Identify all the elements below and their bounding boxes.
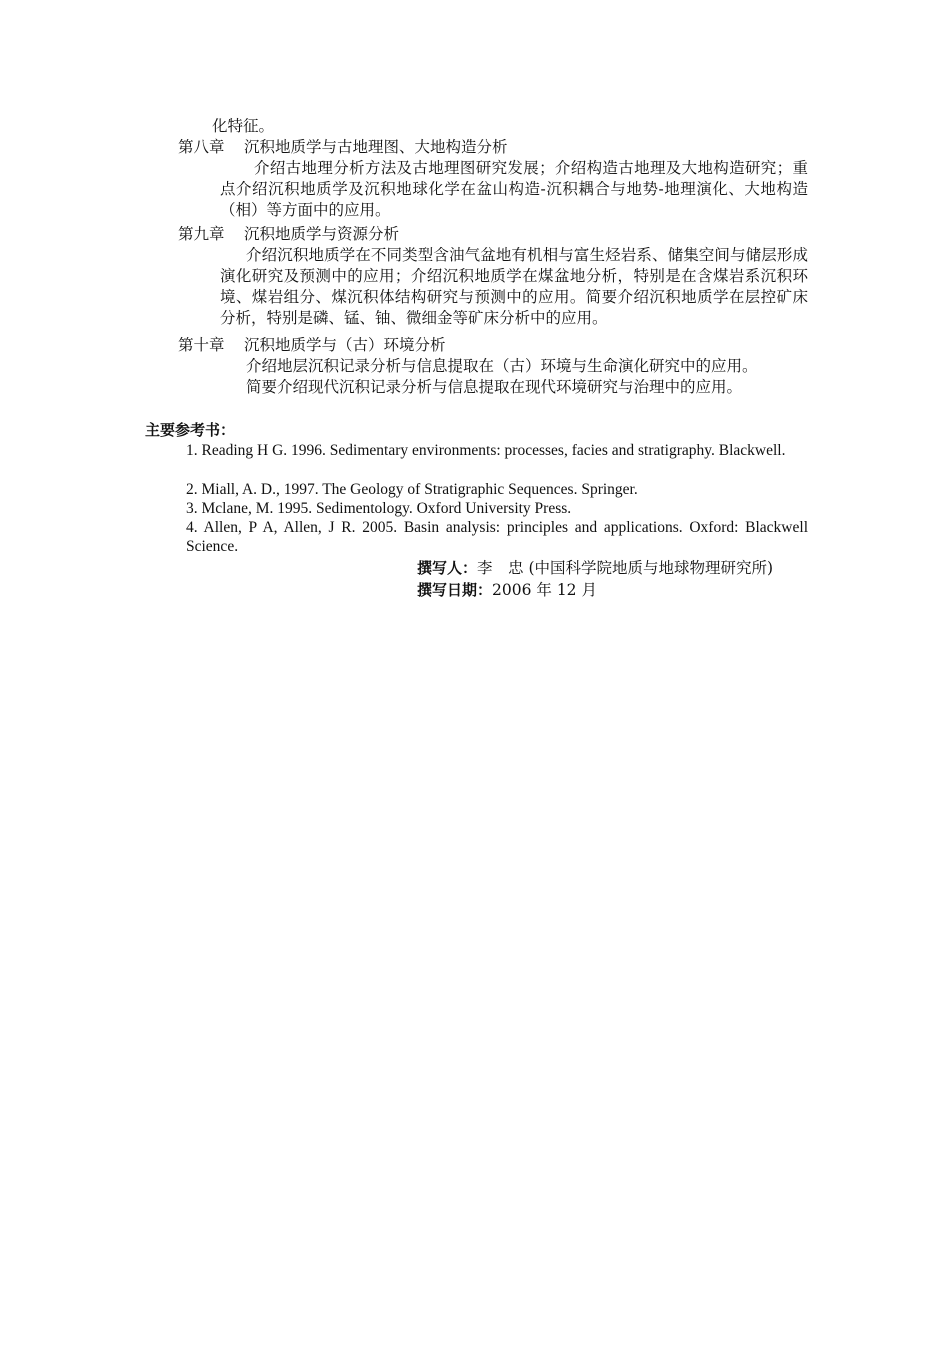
date-line bbox=[417, 580, 597, 600]
reference-item: 3. Mclane, M. 1995. Sedimentology. Oxford University Press. bbox=[186, 500, 572, 517]
date-value: 2006 年 12 月 bbox=[492, 581, 597, 599]
author-line bbox=[417, 558, 773, 578]
references-heading: 主要参考书： bbox=[145, 421, 236, 439]
chapter-heading bbox=[178, 335, 446, 355]
chapter-paragraph: 介绍古地理分析方法及古地理图研究发展；介绍构造古地理及大地构造研究；重点介绍沉积地质学及沉积地球化学在盆山构造-沉积耦合与地势-地理演化、大地构造（相）等方面中的应用。 bbox=[220, 159, 808, 219]
chapter-number: 第八章 bbox=[178, 138, 225, 156]
chapter-title: 沉积地质学与（古）环境分析 bbox=[244, 336, 446, 354]
reference-item: 2. Miall, A. D., 1997. The Geology of Stratigraphic Sequences. Springer. bbox=[186, 481, 638, 498]
chapter-heading bbox=[178, 137, 508, 157]
chapter-title: 沉积地质学与古地理图、大地构造分析 bbox=[244, 138, 508, 156]
chapter-paragraph: 简要介绍现代沉积记录分析与信息提取在现代环境研究与治理中的应用。 bbox=[246, 378, 743, 396]
chapter-paragraph: 介绍沉积地质学在不同类型含油气盆地有机相与富生烃岩系、储集空间与储层形成演化研究及预测中的应用；介绍沉积地质学在煤盆地分析，特别是在含煤岩系沉积环境、煤岩组分、煤沉积体结构研究与预测中的应用。简要介绍沉积地质学在层控矿床分析，特别是磷、锰、铀、微细金等矿床分析中的应用。 bbox=[220, 246, 808, 327]
author-value: 李 忠 (中国科学院地质与地球物理研究所) bbox=[477, 559, 774, 577]
date-label: 撰写日期： bbox=[417, 581, 493, 599]
chapter-title: 沉积地质学与资源分析 bbox=[244, 225, 400, 243]
chapter-number: 第十章 bbox=[178, 336, 225, 354]
chapter-number: 第九章 bbox=[178, 225, 225, 243]
intro-tail: 化特征。 bbox=[212, 117, 275, 135]
reference-item: 4. Allen, P A, Allen, J R. 2005. Basin analysis: principles and applications. Oxford: Blackwell Science. bbox=[186, 519, 808, 555]
chapter-heading bbox=[178, 224, 399, 244]
author-label: 撰写人： bbox=[417, 559, 478, 577]
reference-item: 1. Reading H G. 1996. Sedimentary environments: processes, facies and stratigraphy. Blackwell. bbox=[186, 442, 786, 459]
chapter-paragraph: 介绍地层沉积记录分析与信息提取在（古）环境与生命演化研究中的应用。 bbox=[246, 357, 758, 375]
